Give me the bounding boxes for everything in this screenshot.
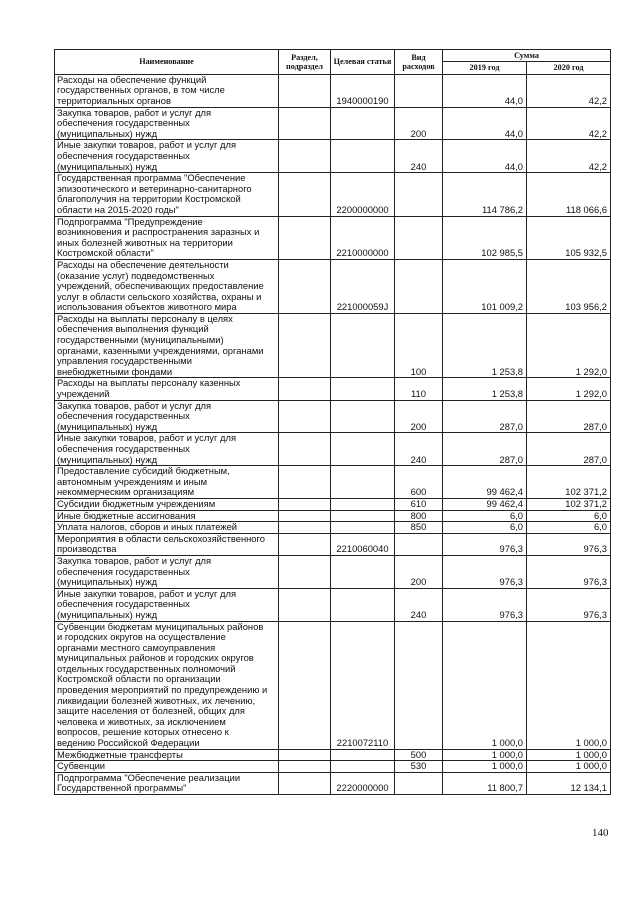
cell-target: 221000059J: [331, 259, 395, 313]
table-row: [55, 621, 611, 749]
cell-sum-2020: 976,3: [527, 533, 611, 555]
cell-target: [331, 555, 395, 588]
cell-section: [279, 378, 331, 400]
cell-target: [331, 140, 395, 173]
cell-section: [279, 522, 331, 534]
cell-expense-type: [395, 216, 443, 259]
cell-name: Субвенции бюджетам муниципальных районов и городских округов на осуществление органами местного самоуправления муниципальных районов и городских округов отдельных государственных полномочий Костромской области по организации проведения мероприятий по предупреждению и ликвидации болезней животных, их лечению, защите населения от болезней, общих для человека и животных, за исключением вопросов, решение которых отнесено к ведению Российской Федерации: [55, 621, 279, 749]
table-row: [55, 74, 611, 107]
header-name: Наименование: [55, 50, 279, 75]
cell-expense-type: [395, 621, 443, 749]
cell-expense-type: 200: [395, 107, 443, 140]
cell-expense-type: 600: [395, 466, 443, 499]
cell-sum-2019: 1 253,8: [443, 378, 527, 400]
cell-section: [279, 259, 331, 313]
table-row: [55, 749, 611, 761]
cell-section: [279, 140, 331, 173]
cell-name: Подпрограмма "Предупреждение возникновения и распространения заразных и иных болезней животных на территории Костромской области": [55, 216, 279, 259]
cell-section: [279, 749, 331, 761]
table-row: [55, 140, 611, 173]
cell-target: [331, 510, 395, 522]
cell-target: [331, 433, 395, 466]
table-row: [55, 588, 611, 621]
cell-sum-2020: 976,3: [527, 555, 611, 588]
table-row: [55, 522, 611, 534]
cell-target: [331, 313, 395, 378]
table-row: [55, 107, 611, 140]
cell-name: Предоставление субсидий бюджетным, автономным учреждениям и иным некоммерческим организациям: [55, 466, 279, 499]
cell-sum-2020: 1 292,0: [527, 378, 611, 400]
cell-sum-2019: 102 985,5: [443, 216, 527, 259]
cell-sum-2020: 42,2: [527, 107, 611, 140]
header-year-2019: 2019 год: [443, 62, 527, 74]
cell-expense-type: 100: [395, 313, 443, 378]
cell-expense-type: 240: [395, 588, 443, 621]
cell-sum-2020: 118 066,6: [527, 173, 611, 216]
cell-expense-type: 200: [395, 555, 443, 588]
cell-sum-2019: 287,0: [443, 400, 527, 433]
cell-sum-2020: 42,2: [527, 74, 611, 107]
cell-sum-2019: 6,0: [443, 522, 527, 534]
cell-target: [331, 498, 395, 510]
cell-target: 2220000000: [331, 772, 395, 794]
cell-name: Иные закупки товаров, работ и услуг для обеспечения государственных (муниципальных) нужд: [55, 140, 279, 173]
cell-name: Межбюджетные трансферты: [55, 749, 279, 761]
header-year-2020: 2020 год: [527, 62, 611, 74]
table-row: [55, 378, 611, 400]
cell-name: Иные закупки товаров, работ и услуг для обеспечения государственных (муниципальных) нужд: [55, 433, 279, 466]
cell-sum-2020: 1 292,0: [527, 313, 611, 378]
cell-sum-2019: 976,3: [443, 533, 527, 555]
cell-sum-2020: 1 000,0: [527, 761, 611, 773]
cell-section: [279, 107, 331, 140]
cell-target: [331, 107, 395, 140]
cell-section: [279, 313, 331, 378]
cell-expense-type: 110: [395, 378, 443, 400]
cell-sum-2020: 6,0: [527, 510, 611, 522]
cell-sum-2019: 1 000,0: [443, 749, 527, 761]
cell-section: [279, 433, 331, 466]
cell-name: Государственная программа "Обеспечение эпизоотического и ветеринарно-санитарного благополучия на территории Костромской области на 2015-2020 годы": [55, 173, 279, 216]
cell-section: [279, 74, 331, 107]
cell-name: Закупка товаров, работ и услуг для обеспечения государственных (муниципальных) нужд: [55, 400, 279, 433]
table-row: [55, 555, 611, 588]
header-target: Целевая статья: [331, 50, 395, 75]
cell-sum-2019: 99 462,4: [443, 498, 527, 510]
cell-target: [331, 378, 395, 400]
cell-sum-2019: 99 462,4: [443, 466, 527, 499]
cell-name: Иные бюджетные ассигнования: [55, 510, 279, 522]
cell-name: Расходы на выплаты персоналу в целях обеспечения выполнения функций государственными (муниципальными) органами, казенными учреждениями, органами управления государственными внебюджетными фондами: [55, 313, 279, 378]
cell-sum-2019: 114 786,2: [443, 173, 527, 216]
cell-name: Расходы на обеспечение деятельности (оказание услуг) подведомственных учреждений, обеспечивающих предоставление услуг в области сельского хозяйства, охраны и использования объектов животного мира: [55, 259, 279, 313]
cell-section: [279, 555, 331, 588]
cell-expense-type: 800: [395, 510, 443, 522]
cell-name: Закупка товаров, работ и услуг для обеспечения государственных (муниципальных) нужд: [55, 107, 279, 140]
header-expense-type: Вид расходов: [395, 50, 443, 75]
cell-section: [279, 761, 331, 773]
cell-section: [279, 533, 331, 555]
table-row: [55, 533, 611, 555]
cell-sum-2019: 44,0: [443, 140, 527, 173]
cell-section: [279, 621, 331, 749]
cell-sum-2019: 976,3: [443, 588, 527, 621]
table-row: [55, 761, 611, 773]
cell-section: [279, 466, 331, 499]
cell-sum-2019: 101 009,2: [443, 259, 527, 313]
cell-target: [331, 466, 395, 499]
cell-expense-type: [395, 173, 443, 216]
cell-section: [279, 498, 331, 510]
cell-sum-2020: 42,2: [527, 140, 611, 173]
table-row: [55, 259, 611, 313]
cell-section: [279, 510, 331, 522]
cell-expense-type: 850: [395, 522, 443, 534]
cell-section: [279, 216, 331, 259]
table-row: [55, 466, 611, 499]
cell-sum-2019: 1 253,8: [443, 313, 527, 378]
cell-target: [331, 761, 395, 773]
table-row: [55, 400, 611, 433]
cell-sum-2020: 102 371,2: [527, 498, 611, 510]
table-body: [55, 74, 611, 794]
cell-name: Закупка товаров, работ и услуг для обеспечения государственных (муниципальных) нужд: [55, 555, 279, 588]
table-header: [55, 50, 611, 75]
table-row: [55, 173, 611, 216]
cell-sum-2020: 1 000,0: [527, 749, 611, 761]
cell-target: 1940000190: [331, 74, 395, 107]
cell-sum-2020: 105 932,5: [527, 216, 611, 259]
cell-sum-2019: 44,0: [443, 74, 527, 107]
table-row: [55, 510, 611, 522]
table-row: [55, 216, 611, 259]
cell-sum-2020: 976,3: [527, 588, 611, 621]
cell-sum-2020: 102 371,2: [527, 466, 611, 499]
cell-sum-2019: 44,0: [443, 107, 527, 140]
cell-sum-2019: 1 000,0: [443, 761, 527, 773]
cell-sum-2019: 11 800,7: [443, 772, 527, 794]
cell-target: [331, 588, 395, 621]
cell-name: Расходы на выплаты персоналу казенных учреждений: [55, 378, 279, 400]
table-row: [55, 313, 611, 378]
table-row: [55, 433, 611, 466]
cell-sum-2020: 287,0: [527, 433, 611, 466]
cell-expense-type: 240: [395, 433, 443, 466]
budget-table-sheet: [54, 49, 610, 795]
cell-section: [279, 772, 331, 794]
cell-expense-type: 530: [395, 761, 443, 773]
cell-sum-2020: 12 134,1: [527, 772, 611, 794]
table-row: [55, 498, 611, 510]
cell-name: Иные закупки товаров, работ и услуг для обеспечения государственных (муниципальных) нужд: [55, 588, 279, 621]
cell-sum-2020: 103 956,2: [527, 259, 611, 313]
cell-target: [331, 749, 395, 761]
cell-name: Мероприятия в области сельскохозяйственного производства: [55, 533, 279, 555]
cell-sum-2020: 1 000,0: [527, 621, 611, 749]
cell-target: 2200000000: [331, 173, 395, 216]
cell-target: 2210060040: [331, 533, 395, 555]
cell-section: [279, 400, 331, 433]
cell-sum-2019: 287,0: [443, 433, 527, 466]
cell-sum-2019: 6,0: [443, 510, 527, 522]
cell-sum-2020: 6,0: [527, 522, 611, 534]
cell-target: 2210000000: [331, 216, 395, 259]
cell-sum-2020: 287,0: [527, 400, 611, 433]
page-number: 140: [592, 827, 609, 839]
budget-table: [54, 49, 611, 795]
cell-name: Уплата налогов, сборов и иных платежей: [55, 522, 279, 534]
cell-section: [279, 588, 331, 621]
cell-sum-2019: 976,3: [443, 555, 527, 588]
cell-name: Субсидии бюджетным учреждениям: [55, 498, 279, 510]
cell-target: 2210072110: [331, 621, 395, 749]
cell-target: [331, 400, 395, 433]
cell-name: Подпрограмма "Обеспечение реализации Государственной программы": [55, 772, 279, 794]
cell-expense-type: 610: [395, 498, 443, 510]
cell-expense-type: [395, 259, 443, 313]
cell-target: [331, 522, 395, 534]
table-row: [55, 772, 611, 794]
cell-name: Субвенции: [55, 761, 279, 773]
cell-expense-type: [395, 533, 443, 555]
cell-expense-type: 200: [395, 400, 443, 433]
header-sum: Сумма: [443, 50, 611, 62]
header-section: Раздел, подраздел: [279, 50, 331, 75]
cell-expense-type: [395, 74, 443, 107]
cell-name: Расходы на обеспечение функций государственных органов, в том числе территориальных органов: [55, 74, 279, 107]
cell-expense-type: 240: [395, 140, 443, 173]
cell-expense-type: [395, 772, 443, 794]
cell-sum-2019: 1 000,0: [443, 621, 527, 749]
cell-expense-type: 500: [395, 749, 443, 761]
cell-section: [279, 173, 331, 216]
